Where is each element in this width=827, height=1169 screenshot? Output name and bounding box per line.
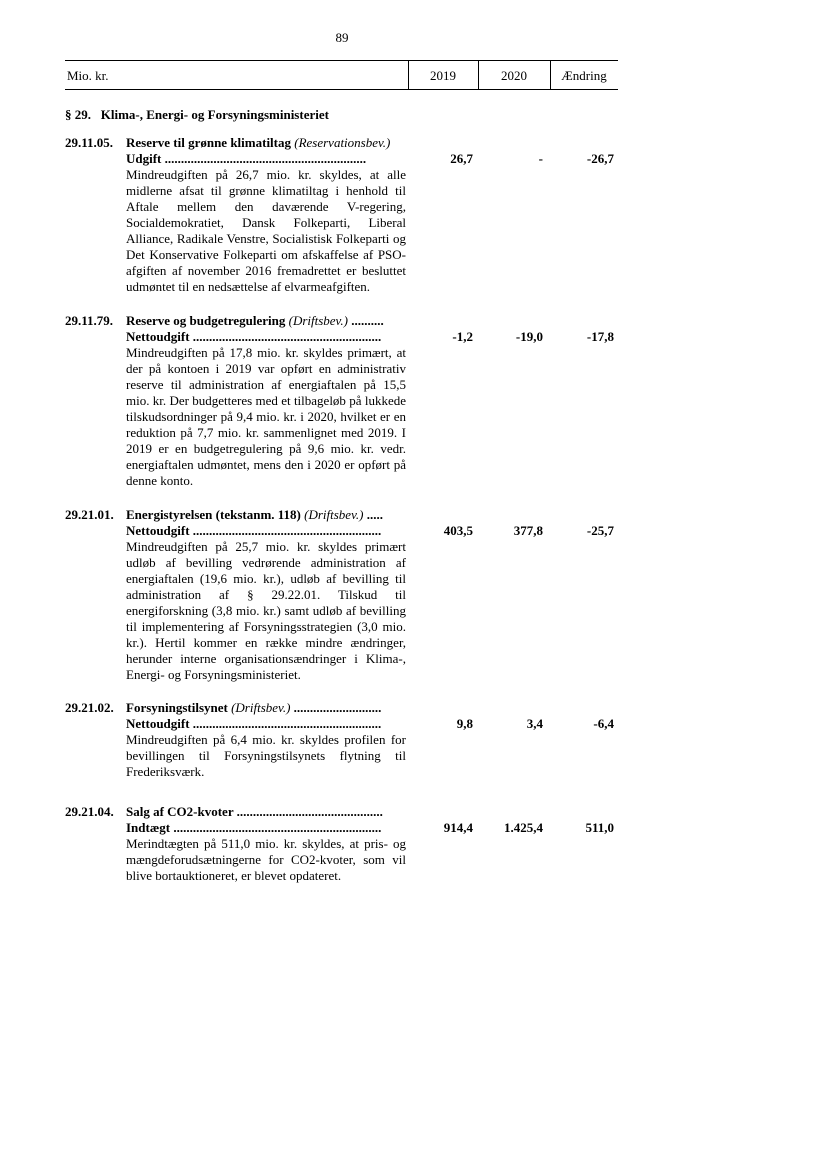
entry-title-line [126, 700, 406, 716]
value-2020: - [538, 151, 543, 166]
entry-title-line [126, 135, 406, 151]
value-change: 511,0 [585, 820, 614, 835]
entry-title-line [126, 804, 406, 820]
leader-dots: .............................................................. [161, 151, 367, 166]
entry-type: (Driftsbev.) [231, 700, 291, 715]
entry-subtitle-line [126, 820, 406, 836]
entry-description: Mindreudgiften på 25,7 mio. kr. skyldes primært udløb af bevilling vedrørende administration af energiaftalen (19,6 mio. kr.), udløb af bevilling til administration af § 29.22.01. Tilskud til energiforskning (3,8 mio. kr.) samt udløb af bevilling til implementering af Forsyningsstrategien (3,0 mio. kr.). Hertil kommer en række mindre ændringer, herunder interne organisationsændringer i Klima-, Energi- og Forsyningsministeriet. [126, 539, 406, 682]
entry-subtitle-line [126, 523, 406, 539]
entry-title: Reserve til grønne klimatiltag [126, 135, 291, 150]
value-change: -17,8 [586, 329, 614, 344]
value-change: -6,4 [593, 716, 614, 731]
account-code: 29.21.01. [65, 507, 114, 522]
entry-subtitle-line [126, 151, 406, 167]
line-label: Nettoudgift [126, 523, 190, 538]
value-2019: 403,5 [443, 523, 473, 538]
value-2020: -19,0 [515, 329, 543, 344]
entry-description: Mindreudgiften på 26,7 mio. kr. skyldes, at alle midlerne afsat til grønne klimatiltag i henhold til Aftale mellem den daværende V-regering, Socialdemokratiet, Dansk Folkeparti, Liberal Alliance, Radikale Venstre, Socialistisk Folkeparti og Det Konservative Folkeparti om afskaffelse af PSO-afgiften af november 2016 fremadrettet er besluttet udmøntet til en nedsættelse af elvarmeafgiften. [126, 167, 406, 294]
leader-dots: ..... [363, 507, 383, 522]
leader-dots: ............................................. [233, 804, 383, 819]
value-2020: 1.425,4 [504, 820, 543, 835]
value-2020: 377,8 [513, 523, 543, 538]
value-change: -25,7 [586, 523, 614, 538]
entry-title-line [126, 313, 406, 329]
value-2019: 914,4 [443, 820, 473, 835]
line-label: Udgift [126, 151, 162, 166]
value-2020: 3,4 [526, 716, 543, 731]
account-code: 29.11.79. [65, 313, 114, 328]
line-label: Nettoudgift [126, 329, 190, 344]
leader-dots: ........................... [290, 700, 382, 715]
entry-title: Reserve og budgetregulering [126, 313, 286, 328]
entry-title: Salg af CO2-kvoter [126, 804, 234, 819]
entry-title-line [126, 507, 406, 523]
leader-dots: ................................................................ [170, 820, 382, 835]
leader-dots: .......................................................... [189, 523, 382, 538]
entry-description: Mindreudgiften på 17,8 mio. kr. skyldes primært, at der på kontoen i 2019 var opført en administrativ reserve til administration af energiaftalen på 15,5 mio. kr. Der budgetteres med et tilbageløb på lukkede tilskudsordninger på 9,4 mio. kr. i 2020, hvilket er en reduktion på 7,7 mio. kr. sammenlignet med 2019. I 2019 er en budgetregulering på 9,6 mio. kr. vedr. energiaftalen udmøntet, mens den i 2020 er opført på denne konto. [126, 345, 406, 488]
value-2019: 9,8 [456, 716, 473, 731]
value-change: -26,7 [586, 151, 614, 166]
entry-type: (Driftsbev.) [288, 313, 348, 328]
leader-dots: .......... [347, 313, 384, 328]
section-title: § 29. Klima-, Energi- og Forsyningsministeriet [65, 107, 329, 122]
entry-description: Mindreudgiften på 6,4 mio. kr. skyldes profilen for bevillingen til Forsyningstilsynets flytning til Frederiksværk. [126, 732, 406, 779]
entry-subtitle-line [126, 716, 406, 732]
column-2019-header: 2019 [430, 68, 456, 83]
entry-title: Forsyningstilsynet [126, 700, 228, 715]
line-label: Nettoudgift [126, 716, 190, 731]
column-change-header: Ændring [561, 68, 607, 83]
value-2019: -1,2 [452, 329, 473, 344]
entry-title: Energistyrelsen (tekstanm. 118) [126, 507, 301, 522]
leader-dots: .......................................................... [189, 329, 382, 344]
account-code: 29.11.05. [65, 135, 114, 150]
column-header-row [65, 60, 618, 90]
entry-subtitle-line [126, 329, 406, 345]
line-label: Indtægt [126, 820, 171, 835]
unit-label: Mio. kr. [67, 68, 109, 83]
account-code: 29.21.02. [65, 700, 114, 715]
page-number: 89 [335, 30, 349, 45]
entry-type: (Reservationsbev.) [294, 135, 391, 150]
leader-dots: .......................................................... [189, 716, 382, 731]
column-2020-header: 2020 [501, 68, 527, 83]
entry-description: Merindtægten på 511,0 mio. kr. skyldes, at pris- og mængdeforudsætningerne for CO2-kvoter, som vil blive bortauktioneret, er blevet opdateret. [126, 836, 406, 883]
account-code: 29.21.04. [65, 804, 114, 819]
entry-type: (Driftsbev.) [304, 507, 364, 522]
value-2019: 26,7 [450, 151, 473, 166]
